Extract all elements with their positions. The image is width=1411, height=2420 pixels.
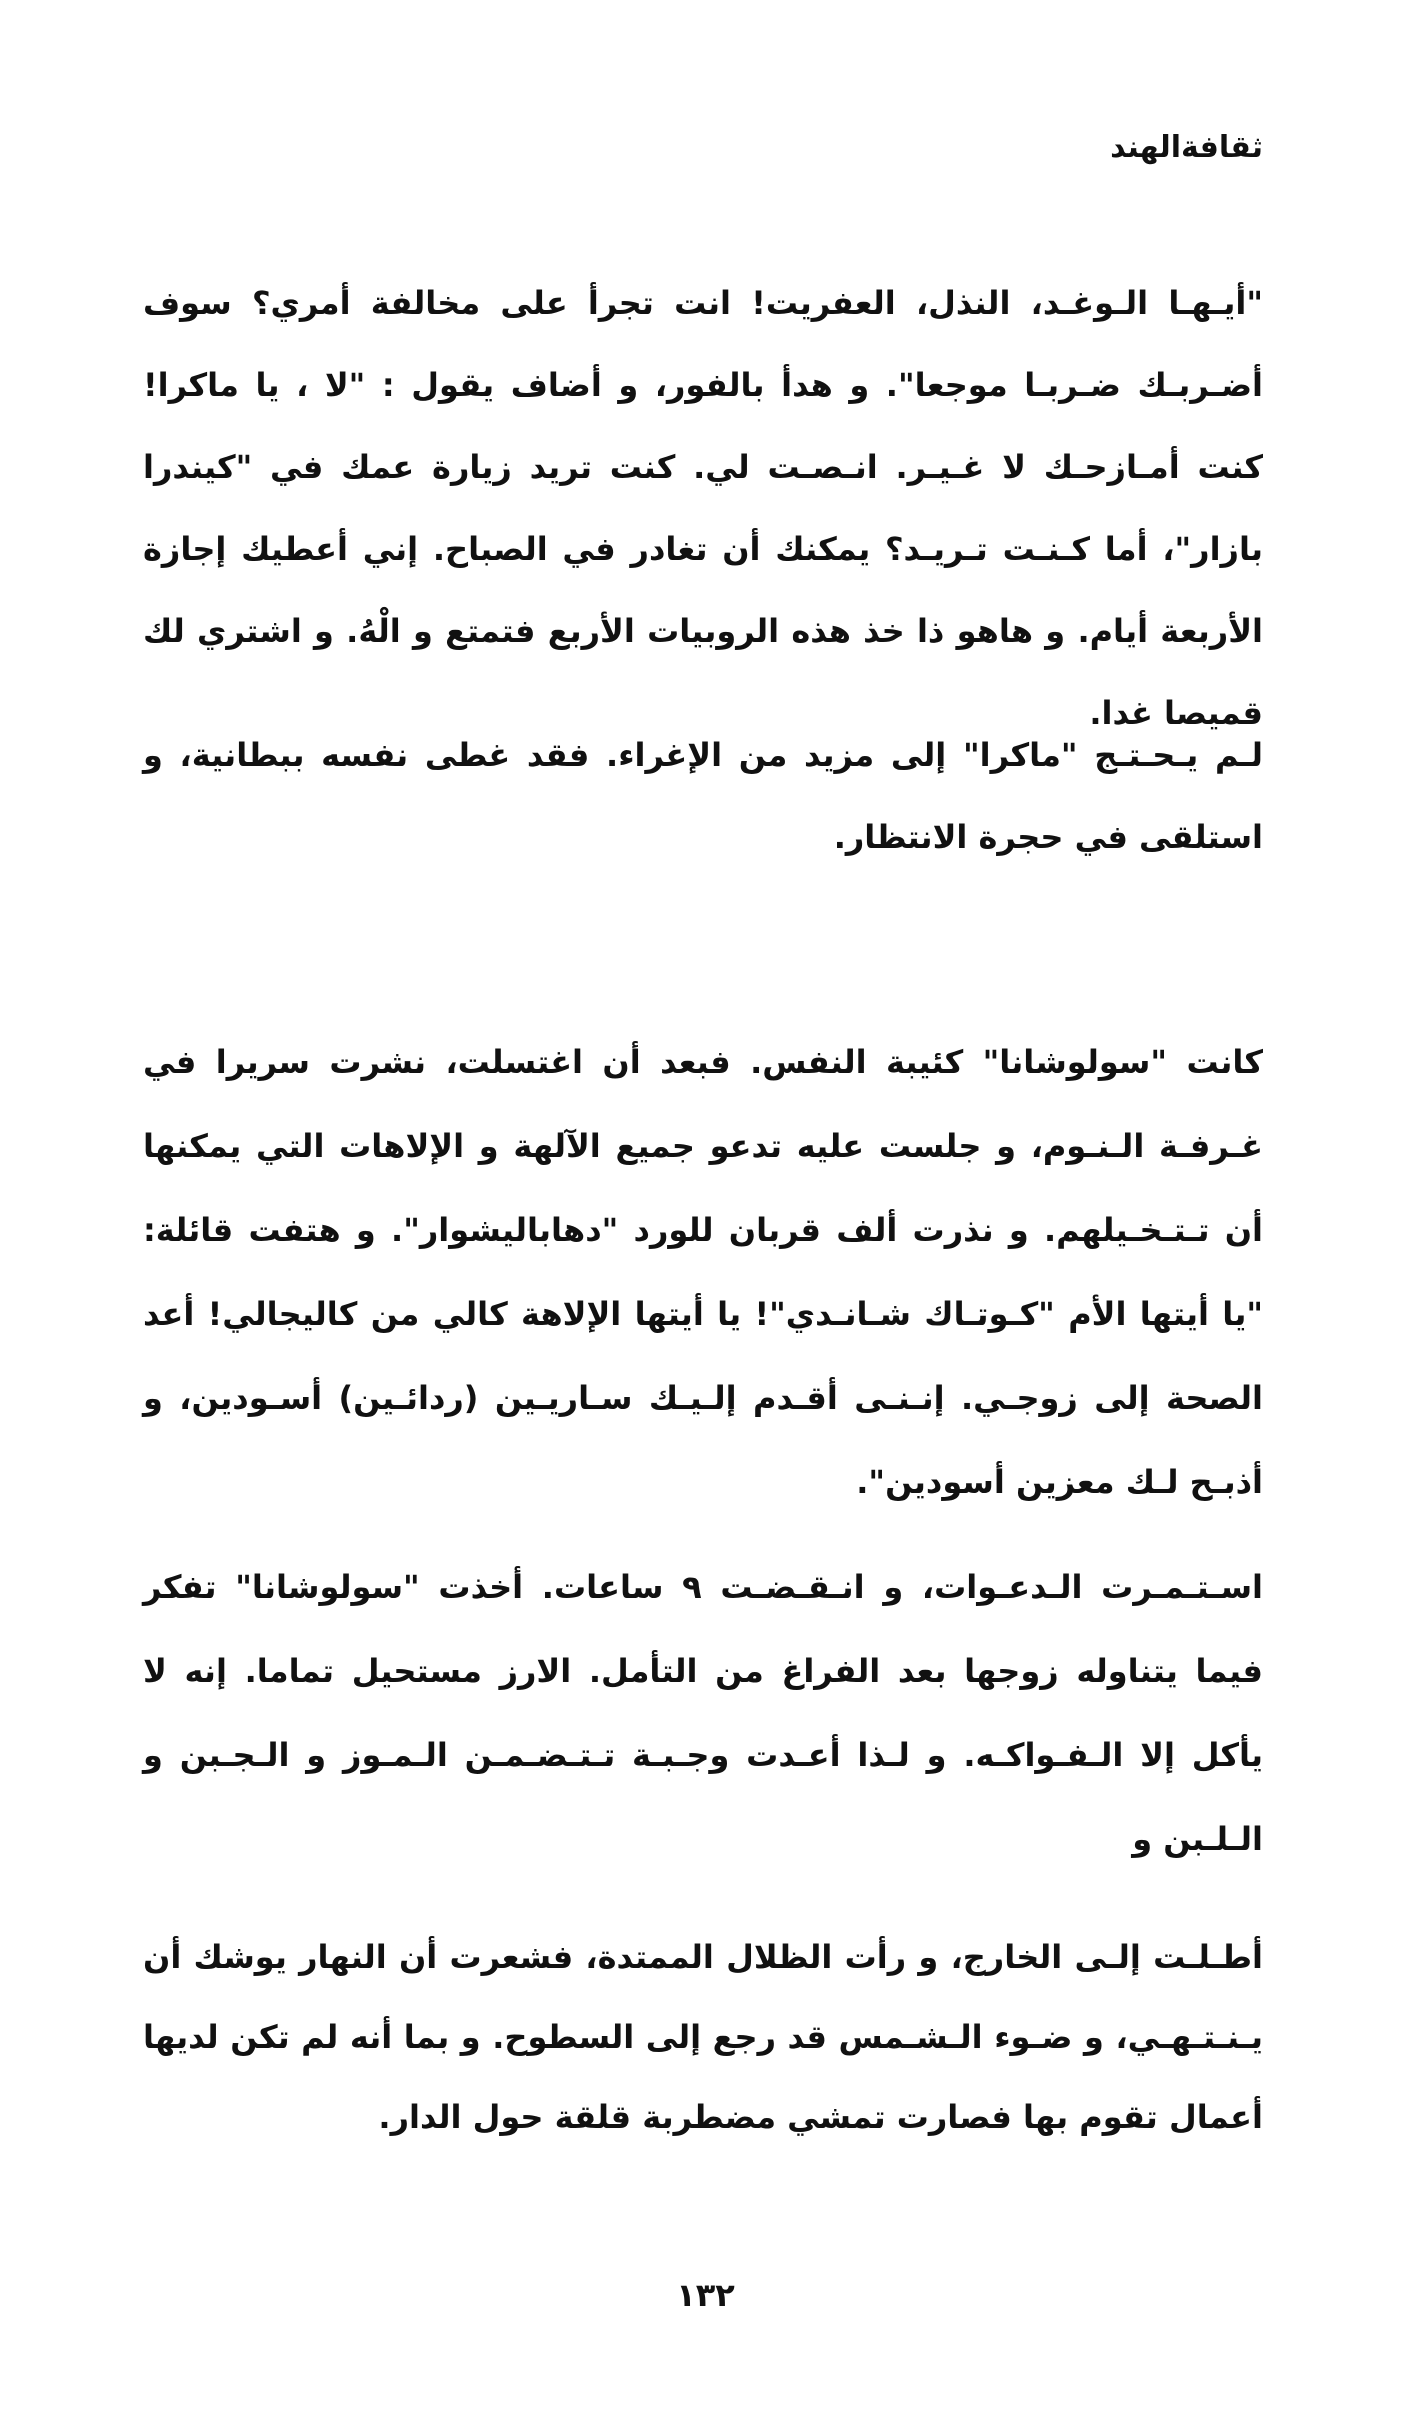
paragraph-text: أطـلـت إلـى الخارج، و رأت الظلال الممتدة، فشعرت أن النهار يوشك أن يـنـتـهـي، و ضـوء الـشـمس قد رجع إلى السطوح. و بما أنه لم تكن لديها أعمال تقوم بها فصارت تمشي مضطربة قلقة حول الدار. (143, 1938, 1263, 2136)
paragraph-4 (143, 1545, 1263, 1881)
paragraph-3 (143, 1020, 1263, 1524)
paragraph-1 (143, 262, 1263, 754)
paragraph-text: اسـتـمـرت الـدعـوات، و انـقـضـت ٩ ساعات. أخذت "سولوشانا" تفكر فيما يتناوله زوجها بعد الفراغ من التأمل. الارز مستحيل تماما. إنه لا يأكل إلا الـفـواكـه. و لـذا أعـدت وجـبـة تـتـضـمـن الـمـوز و الـجـبن و الـلـبن و (143, 1568, 1263, 1858)
paragraph-text: "أيـهـا الـوغـد، النذل، العفريت! انت تجرأ على مخالفة أمري؟ سوف أضـربـك ضـربـا موجعا". و هدأ بالفور، و أضاف يقول : "لا ، يا ماكرا! كنت أمـازحـك لا غـيـر. انـصـت لي. كنت تريد زيارة عمك في "كيندرا بازار"، أما كـنـت تـريـد؟ يمكنك أن تغادر في الصباح. إني أعطيك إجازة الأربعة أيام. و هاهو ذا خذ هذه الروبيات الأربع فتمتع و الْهُ. و اشتري لك قميصا غدا. (143, 284, 1263, 732)
page-number: ١٣٢ (676, 2276, 735, 2314)
paragraph-5 (143, 1917, 1263, 2157)
paragraph-text: لـم يـحـتـج "ماكرا" إلى مزيد من الإغراء. فقد غطى نفسه ببطانية، و استلقى في حجرة الانتظار. (143, 736, 1263, 856)
paragraph-text: كانت "سولوشانا" كئيبة النفس. فبعد أن اغتسلت، نشرت سريرا في غـرفـة الـنـوم، و جلست عليه تدعو جميع الآلهة و الإلاهات التي يمكنها أن تـتـخـيلهم. و نذرت ألف قربان للورد "دهاباليشوار". و هتفت قائلة: "يا أيتها الأم "كـوتـاك شـانـدي"! يا أيتها الإلاهة كالي من كاليجالي! أعد الصحة إلى زوجـي. إنـنـى أقـدم إلـيـك سـاريـين (ردائـين) أسـودين، و أذبـح لـك معزين أسودين". (143, 1043, 1263, 1501)
paragraph-2 (143, 714, 1263, 878)
running-header-title: ثقافةالهند (1110, 130, 1263, 165)
